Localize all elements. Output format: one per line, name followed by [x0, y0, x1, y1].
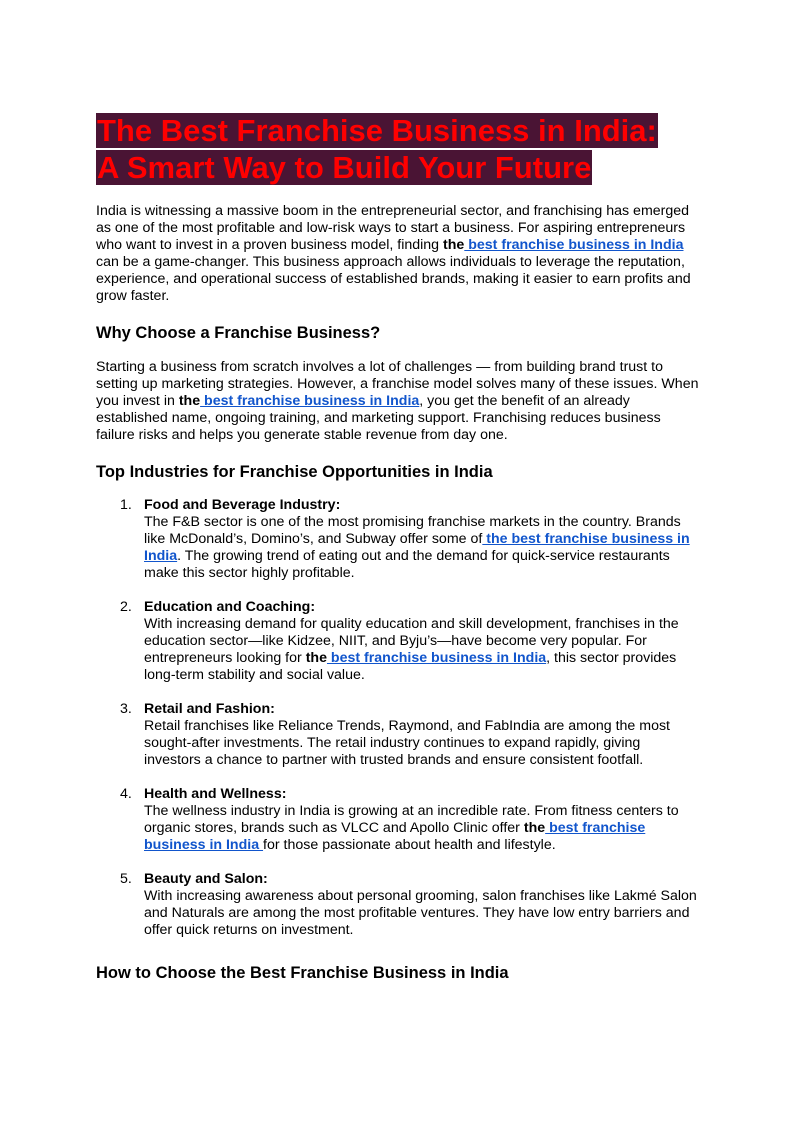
list-item-number: 4. [120, 786, 132, 802]
list-item-bold: the [523, 820, 546, 836]
list-item [96, 701, 700, 769]
list-item [96, 786, 700, 854]
how-heading: How to Choose the Best Franchise Business in India [96, 964, 509, 982]
list-item-title: Retail and Fashion: [144, 701, 275, 717]
why-bold: the [178, 393, 201, 409]
why-link[interactable]: best franchise business in India [200, 393, 420, 409]
list-item-number: 5. [120, 871, 132, 887]
title-line-1: The Best Franchise Business in India: [97, 113, 657, 148]
list-item-text-1: The wellness industry in India is growing at an incredible rate. From fitness centers to organic stores, brands such as VLCC and Apollo Clinic offer [144, 803, 679, 836]
list-item-title: Education and Coaching: [144, 599, 316, 615]
intro-paragraph [96, 203, 700, 305]
list-item-number: 1. [120, 497, 132, 513]
list-item-text-2: for those passionate about health and lifestyle. [263, 837, 556, 853]
list-item-number: 3. [120, 701, 132, 717]
list-item-link[interactable]: best franchise business in India [144, 820, 646, 853]
list-item-text-1: The F&B sector is one of the most promising franchise markets in the country. Brands like McDonald’s, Domino’s, and Subway offer some of [144, 514, 681, 547]
list-item [96, 599, 700, 684]
list-item-bold: the [305, 650, 327, 666]
list-item [96, 871, 700, 939]
title-line-2: A Smart Way to Build Your Future [97, 150, 592, 185]
intro-link[interactable]: best franchise business in India [464, 237, 684, 253]
why-paragraph [96, 359, 700, 444]
list-item-title: Health and Wellness: [144, 786, 287, 802]
list-item-text-1: With increasing awareness about personal grooming, salon franchises like Lakmé Salon and Naturals are among the most profitable ventures. They have low entry barriers and offer quick returns on investment. [144, 888, 697, 938]
why-text-1: Starting a business from scratch involves a lot of challenges — from building brand trust to setting up marketing strategies. However, a franchise model solves many of these issues. When you invest in [96, 359, 699, 409]
list-item [96, 497, 700, 582]
list-item-title: Beauty and Salon: [144, 871, 268, 887]
intro-text-2: can be a game-changer. This business approach allows individuals to leverage the reputation, experience, and operational success of established brands, making it easier to earn profits and grow faster. [96, 254, 691, 304]
list-item-number: 2. [120, 599, 132, 615]
intro-bold: the [443, 237, 465, 253]
list-item-link[interactable]: best franchise business in India [326, 650, 547, 666]
list-item-text-2: , this sector provides long-term stability and social value. [144, 650, 677, 683]
list-item-text-2: . The growing trend of eating out and the demand for quick-service restaurants make this sector highly profitable. [144, 548, 670, 581]
industries-heading: Top Industries for Franchise Opportunities in India [96, 463, 493, 481]
list-item-text-1: Retail franchises like Reliance Trends, Raymond, and FabIndia are among the most sought-after investments. The retail industry continues to expand rapidly, giving investors a chance to partner with trusted brands and ensure consistent footfall. [144, 718, 670, 768]
document-page [96, 112, 700, 983]
intro-text-1: India is witnessing a massive boom in the entrepreneurial sector, and franchising has emerged as one of the most profitable and low-risk ways to start a business. For aspiring entrepreneurs who want to invest in a proven business model, finding [96, 203, 690, 253]
list-item-text-1: With increasing demand for quality education and skill development, franchises in the education sector—like Kidzee, NIIT, and Byju’s—have become very popular. For entrepreneurs looking for [144, 616, 679, 666]
industries-list [96, 497, 700, 939]
why-heading: Why Choose a Franchise Business? [96, 324, 381, 342]
list-item-link[interactable]: the best franchise business in India [144, 531, 690, 564]
list-item-title: Food and Beverage Industry: [144, 497, 341, 513]
why-text-2: , you get the benefit of an already established name, ongoing training, and marketing support. Franchising reduces business failure risks and helps you generate stable revenue from day one. [96, 393, 661, 443]
page-title [96, 112, 700, 186]
